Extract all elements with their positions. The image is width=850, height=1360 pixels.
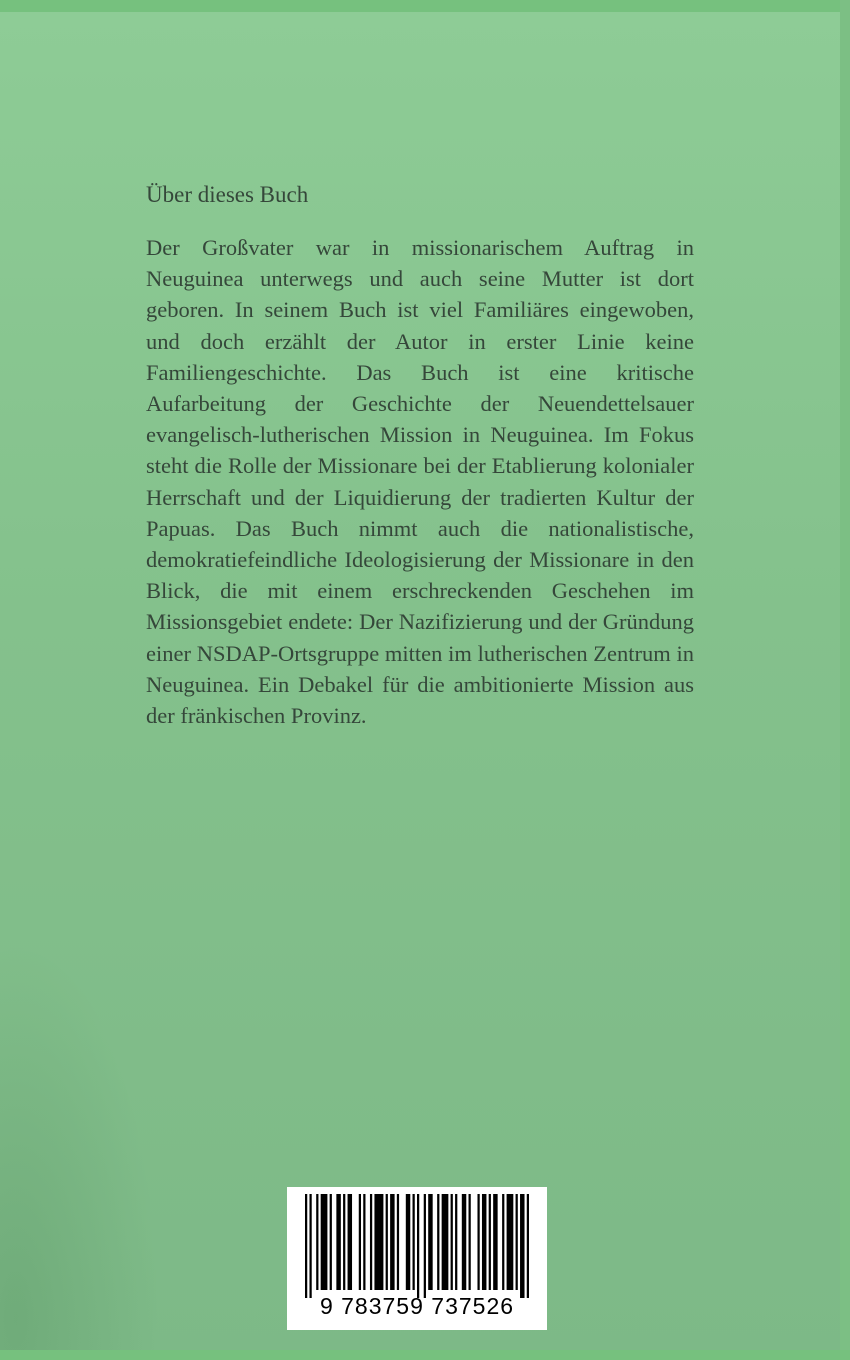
top-edge-strip <box>0 0 850 12</box>
isbn-barcode <box>287 1187 547 1330</box>
blurb-heading: Über dieses Buch <box>146 182 309 207</box>
isbn-number: 9 783759 737526 <box>319 1293 515 1319</box>
bottom-edge-strip <box>0 1350 850 1360</box>
barcode-bars-icon <box>305 1194 529 1298</box>
blurb-text: Der Großvater war in missionarischem Auftrag in Neuguinea unterwegs und auch seine Mutter ist dort geboren. In seinem Buch ist viel Familiäres eingewoben, und doch erzählt der Autor in erster Linie keine Familiengeschichte. Das Buch ist eine kritische Aufarbeitung der Geschichte der Neuendettelsauer evangelisch-lutherischen Mission in Neuguinea. Im Fokus steht die Rolle der Missionare bei der Etablierung kolonialer Herrschaft und der Liquidierung der tradierten Kultur der Papuas. Das Buch nimmt auch die nationalistische, demokratiefeindliche Ideologisierung der Missionare in den Blick, die mit einem erschreckenden Geschehen im Missionsgebiet endete: Der Nazifizierung und der Gründung einer NSDAP-Ortsgruppe mitten im lutherischen Zentrum in Neuguinea. Ein Debakel für die ambitionierte Mission aus der fränkischen Provinz. <box>146 235 694 729</box>
right-edge-strip <box>840 0 850 1360</box>
